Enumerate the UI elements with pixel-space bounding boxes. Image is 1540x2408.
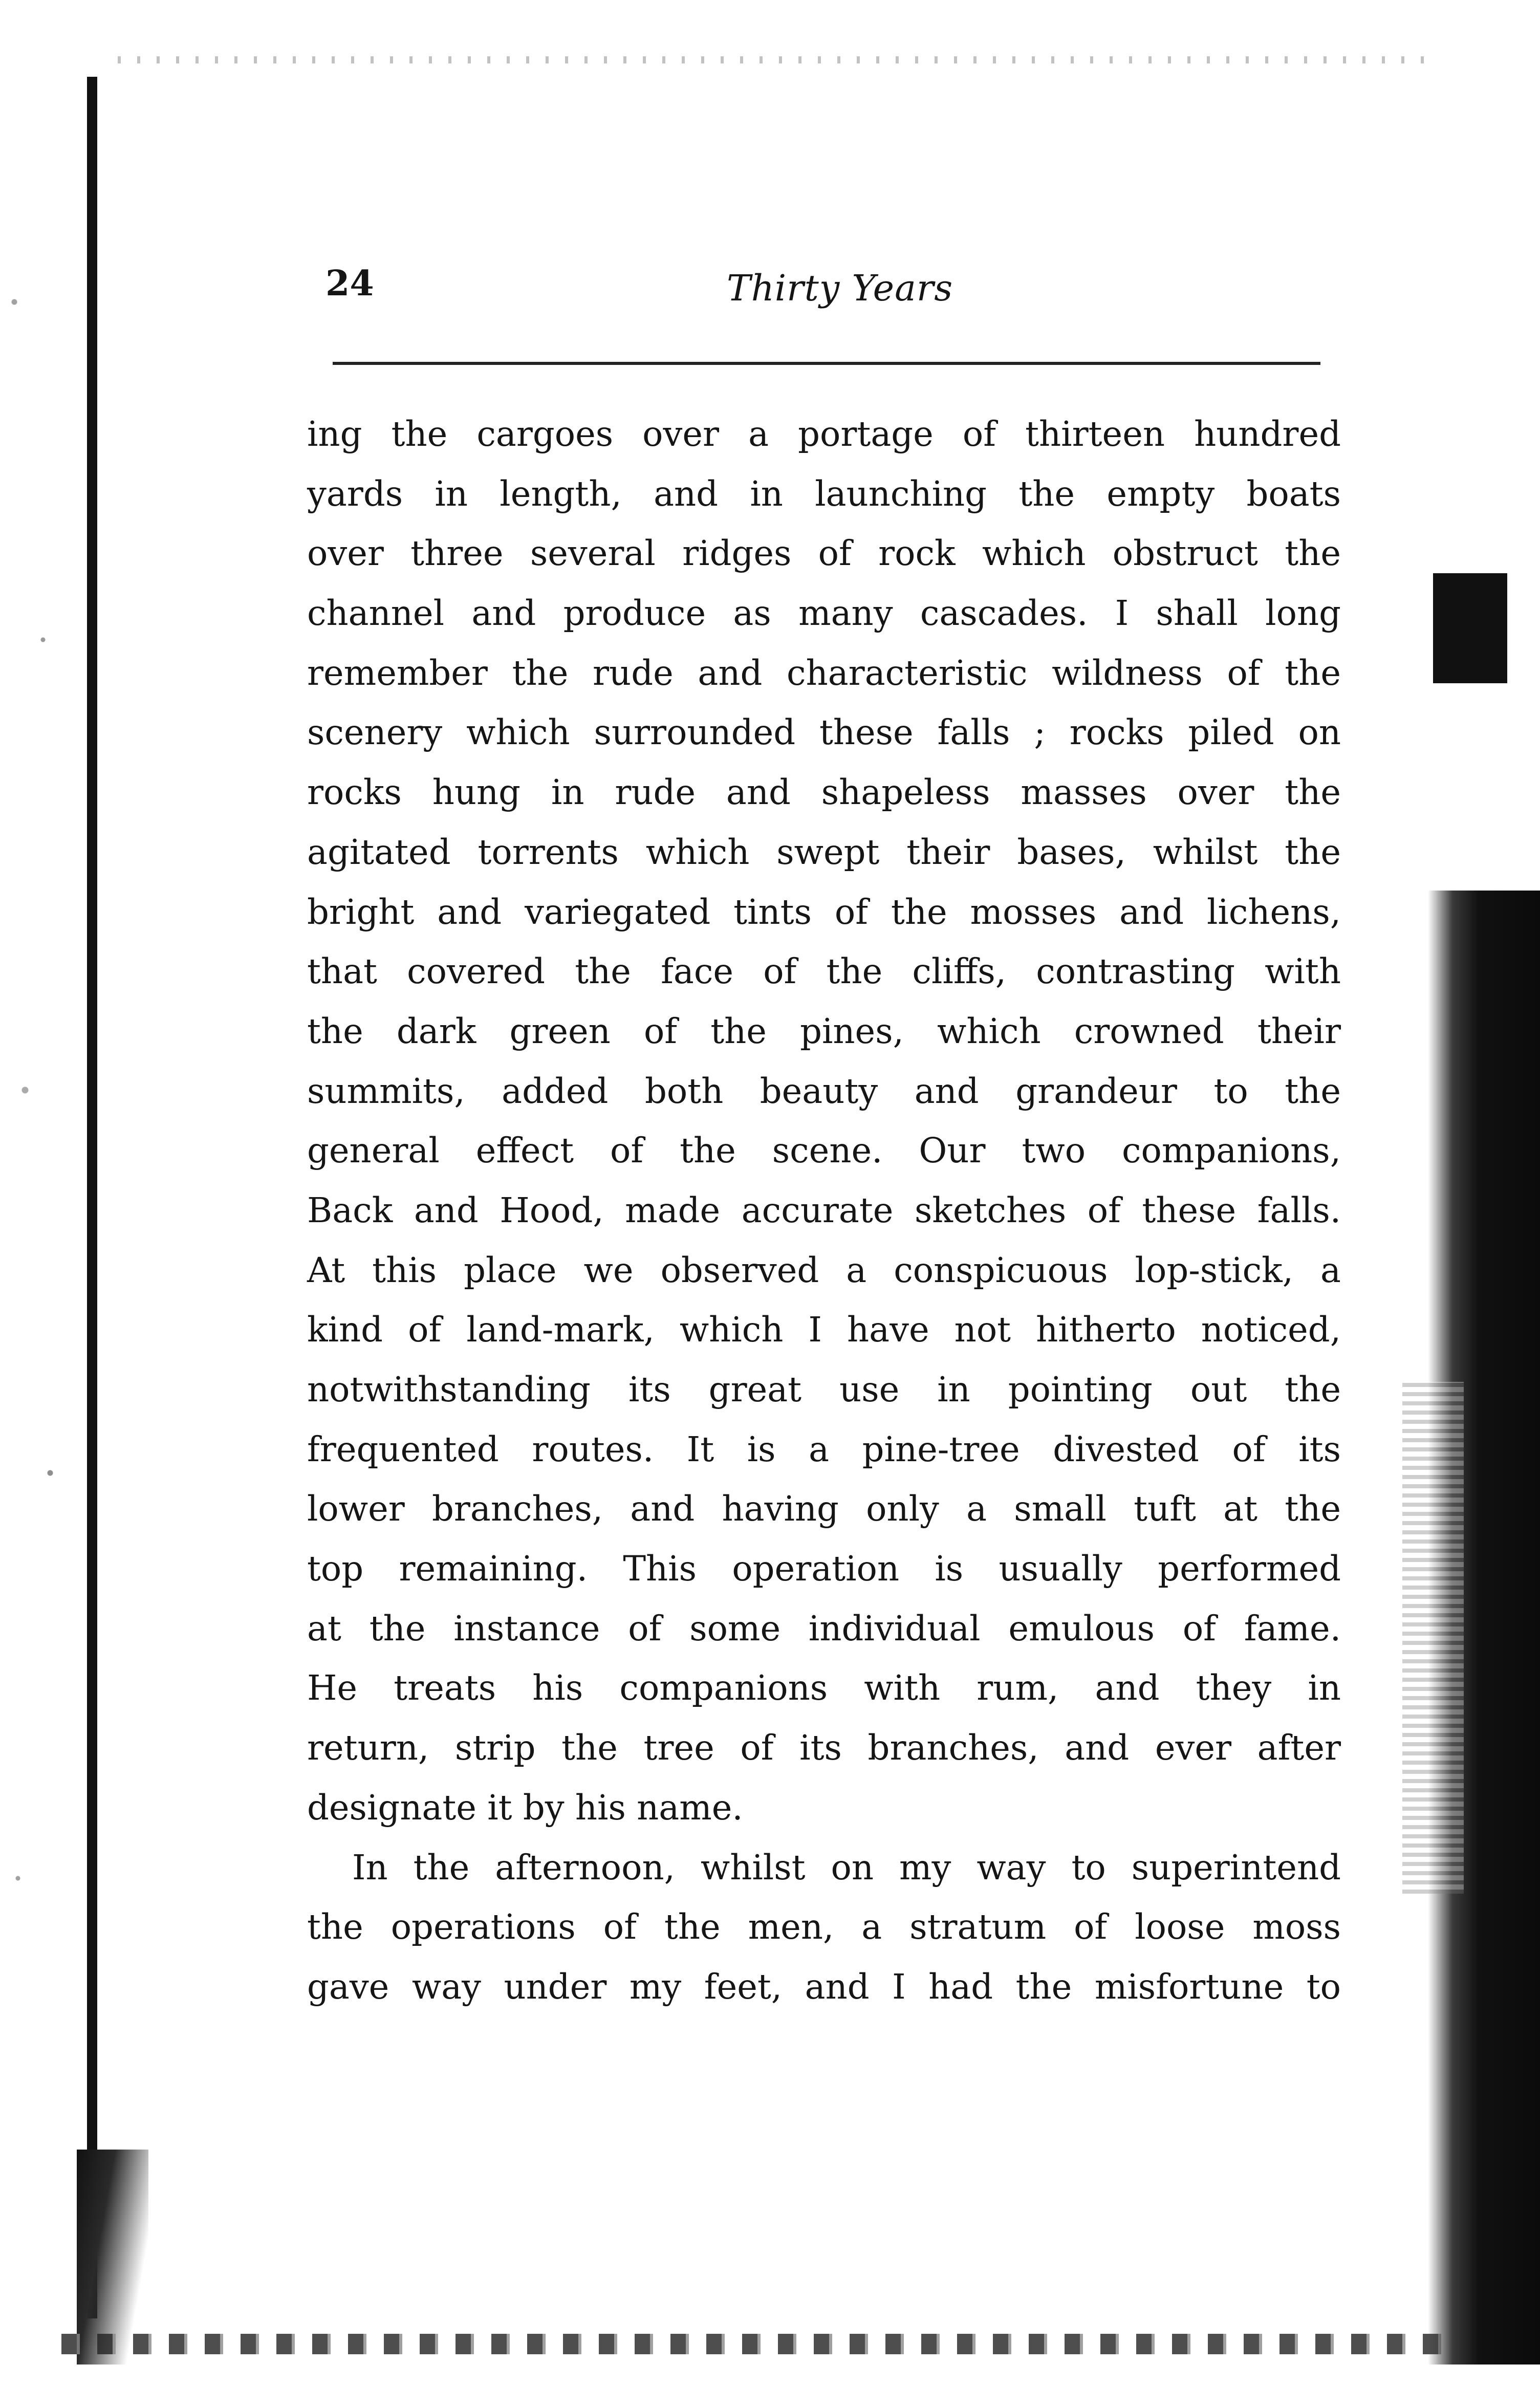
text-line: ing the cargoes over a portage of thirteen hundred xyxy=(307,414,1341,454)
text-line: lower branches, and having only a small tuft at the xyxy=(307,1489,1341,1529)
text-line: general effect of the scene. Our two companions, xyxy=(307,1131,1341,1171)
text-line: over three several ridges of rock which obstruct the xyxy=(307,533,1341,574)
text-line: gave way under my feet, and I had the misfortune to xyxy=(307,1966,1341,2007)
text-line: summits, added both beauty and grandeur to the xyxy=(307,1071,1341,1111)
text-line: that covered the face of the cliffs, contrasting with xyxy=(307,951,1341,992)
text-line: top remaining. This operation is usually performed xyxy=(307,1549,1341,1589)
text-line: He treats his companions with rum, and they in xyxy=(307,1668,1341,1708)
text-line: return, strip the tree of its branches, and ever after xyxy=(307,1728,1341,1768)
left-margin-speckles xyxy=(0,77,72,2329)
header-rule xyxy=(333,362,1320,365)
right-edge-dark-mark xyxy=(1433,573,1507,683)
paragraph-start-line: In the afternoon, whilst on my way to superintend xyxy=(352,1847,1341,1888)
text-line: frequented routes. It is a pine-tree divested of its xyxy=(307,1429,1341,1469)
text-line: notwithstanding its great use in pointing out the xyxy=(307,1370,1341,1409)
text-line: remember the rude and characteristic wildness of the xyxy=(307,653,1341,693)
top-page-edge xyxy=(118,56,1428,63)
text-line: rocks hung in rude and shapeless masses over the xyxy=(307,772,1341,813)
text-line: the dark green of the pines, which crowned their xyxy=(307,1011,1341,1051)
text-line: the operations of the men, a stratum of loose moss xyxy=(307,1907,1341,1947)
text-line: yards in length, and in launching the empty boats xyxy=(307,473,1341,514)
text-line: channel and produce as many cascades. I shall long xyxy=(307,593,1341,634)
text-line: kind of land-mark, which I have not hitherto noticed, xyxy=(307,1310,1341,1350)
text-line: at the instance of some individual emulous of fame. xyxy=(307,1608,1341,1648)
text-line: scenery which surrounded these falls ; rocks piled on xyxy=(307,712,1341,753)
right-edge-noise xyxy=(1402,1382,1464,1894)
text-line: Back and Hood, made accurate sketches of these falls. xyxy=(307,1190,1341,1230)
text-line: bright and variegated tints of the mosses and lichens, xyxy=(307,892,1341,932)
body-text xyxy=(307,404,1341,2017)
bottom-page-edge xyxy=(61,2334,1494,2354)
running-title: Thirty Years xyxy=(727,267,953,309)
page-number: 24 xyxy=(326,263,374,304)
text-line: designate it by his name. xyxy=(307,1787,743,1828)
left-binding-shadow xyxy=(77,2150,148,2364)
left-binding-edge xyxy=(87,77,97,2318)
text-line: At this place we observed a conspicuous lop-stick, a xyxy=(307,1250,1341,1290)
text-line: agitated torrents which swept their bases, whilst the xyxy=(307,832,1341,872)
